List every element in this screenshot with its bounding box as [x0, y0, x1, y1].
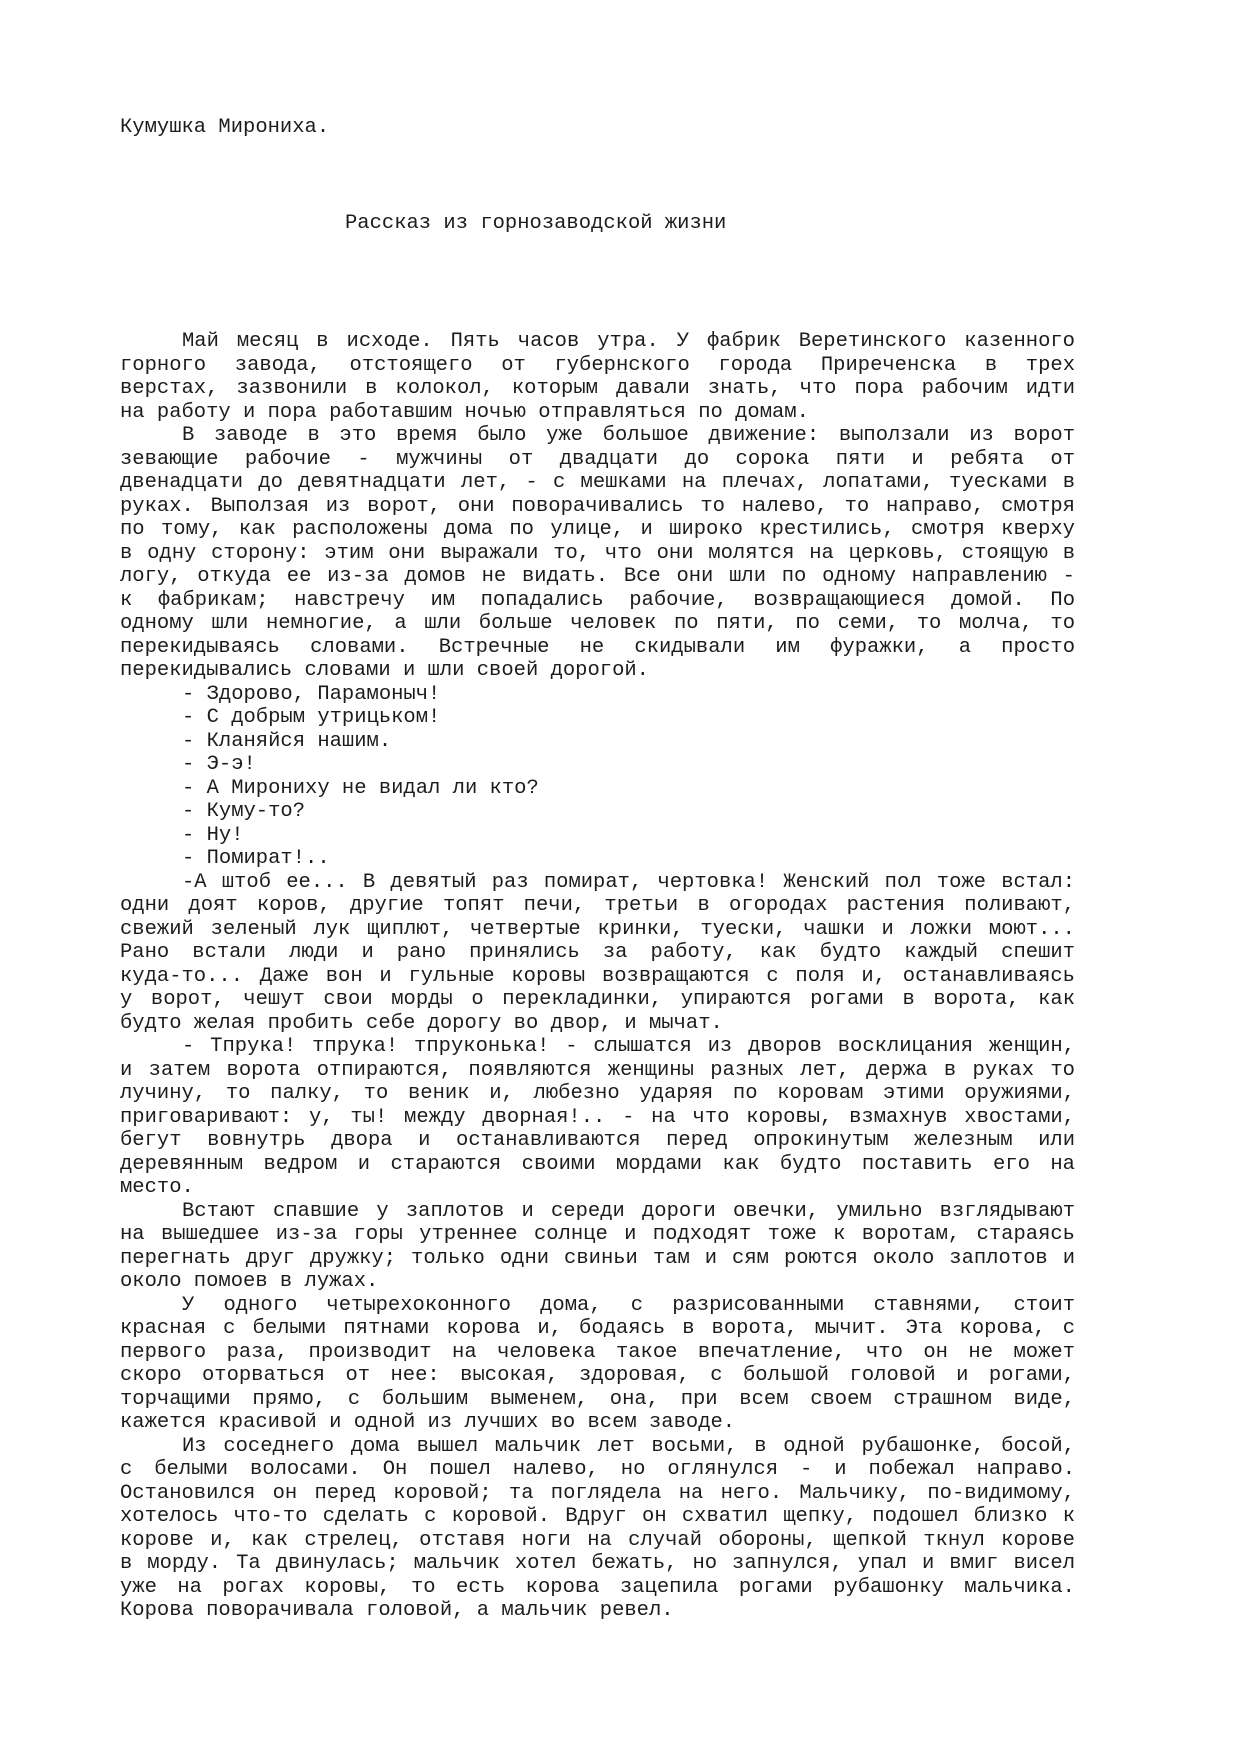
- text-line: Май месяц в исходе. Пять часов утра. У фабрик Веретинского казенного: [182, 330, 1075, 353]
- text-line: на работу и пора работавшим ночью отправляться по домам.: [120, 400, 809, 424]
- text-line: уже на рогах коровы, то есть корова зацепила рогами рубашонку мальчика.: [120, 1575, 1075, 1599]
- text-line: - Э-э!: [182, 753, 256, 776]
- text-line: в морду. Та двинулась; мальчик хотел бежать, но запнулся, упал и вмиг висел: [120, 1552, 1075, 1575]
- text-line: свежий зеленый лук щиплют, четвертые кринки, туески, чашки и ложки моют...: [120, 917, 1075, 941]
- text-line: - Кланяйся нашим.: [182, 729, 392, 753]
- text-line: Рано встали люди и рано принялись за работу, как будто каждый спешит: [120, 941, 1075, 964]
- text-line: к фабрикам; навстречу им попадались рабочие, возвращающиеся домой. По: [120, 588, 1075, 612]
- text-line: будто желая пробить себе дорогу во двор, и мычат.: [120, 1011, 723, 1035]
- text-line: куда-то... Даже вон и гульные коровы возвращаются с поля и, останавливаясь: [120, 964, 1075, 988]
- text-line: по тому, как расположены дома по улице, и широко крестились, смотря кверху: [120, 518, 1075, 541]
- text-line: - С добрым утрицьком!: [182, 706, 441, 729]
- text-line: логу, откуда ее из-за домов не видать. Все они шли по одному направлению -: [120, 565, 1075, 588]
- text-line: одному шли немногие, а шли больше человек по пяти, по семи, то молча, то: [120, 612, 1075, 635]
- text-line: скоро оторваться от нее: высокая, здоровая, с большой головой и рогами,: [120, 1364, 1075, 1387]
- text-line: у ворот, чешут свои морды о перекладинки, упираются рогами в ворота, как: [120, 988, 1075, 1011]
- text-line: Встают спавшие у заплотов и середи дороги овечки, умильно взглядывают: [182, 1199, 1075, 1223]
- text-line: кажется красивой и одной из лучших во всем заводе.: [120, 1411, 736, 1434]
- text-line: зевающие рабочие - мужчины от двадцати до сорока пяти и ребята от: [120, 447, 1075, 471]
- text-line: бегут вовнутрь двора и останавливаются перед опрокинутым железным или: [120, 1129, 1075, 1152]
- text-line: У одного четырехоконного дома, с разрисованными ставнями, стоит: [182, 1293, 1075, 1317]
- text-line: перекидываясь словами. Встречные не скидывали им фуражки, а просто: [120, 635, 1075, 659]
- text-line: горного завода, отстоящего от губернского города Приреченска в трех: [120, 353, 1075, 377]
- text-line: -А штоб ее... В девятый раз помират, чертовка! Женский пол тоже встал:: [182, 870, 1075, 894]
- text-line: Из соседнего дома вышел мальчик лет восьми, в одной рубашонке, босой,: [182, 1434, 1075, 1458]
- text-line: красная с белыми пятнами корова и, бодаясь в ворота, мычит. Эта корова, с: [120, 1317, 1075, 1340]
- story-title: Кумушка Мирониха.: [120, 116, 330, 139]
- text-line: одни доят коров, другие топят печи, третьи в огородах растения поливают,: [120, 894, 1075, 917]
- text-line: руках. Выползая из ворот, они поворачивались то налево, то направо, смотря: [120, 494, 1075, 518]
- text-line: корове и, как стрелец, отставя ноги на случай обороны, щепкой ткнул корове: [120, 1528, 1075, 1552]
- text-line: торчащими прямо, с большим выменем, она, при всем своем страшном виде,: [120, 1387, 1075, 1411]
- text-line: первого раза, производит на человека такое впечатление, что он не может: [120, 1340, 1075, 1364]
- text-line: - Помират!..: [182, 847, 330, 870]
- text-line: перегнать друг дружку; только одни свиньи там и сям роются около заплотов и: [120, 1246, 1075, 1270]
- text-line: - А Мирониху не видал ли кто?: [182, 776, 539, 800]
- text-line: и затем ворота отпираются, появляются женщины разных лет, держа в руках то: [120, 1058, 1075, 1082]
- text-line: приговаривают: у, ты! между дворная!.. - на что коровы, взмахнув хвостами,: [120, 1105, 1075, 1129]
- text-line: в одну сторону: этим они выражали то, что они молятся на церковь, стоящую в: [120, 541, 1075, 565]
- text-line: - Здорово, Парамоныч!: [182, 682, 441, 706]
- text-line: деревянным ведром и стараются своими мордами как будто поставить его на: [120, 1152, 1075, 1176]
- text-line: около помоев в лужах.: [120, 1270, 379, 1293]
- text-line: с белыми волосами. Он пошел налево, но оглянулся - и побежал направо.: [120, 1458, 1075, 1481]
- text-line: двенадцати до девятнадцати лет, - с мешками на плечах, лопатами, туесками в: [120, 471, 1075, 494]
- text-line: на вышедшее из-за горы утреннее солнце и подходят тоже к воротам, стараясь: [120, 1223, 1075, 1246]
- story-body: [120, 330, 1075, 1623]
- text-line: хотелось что-то сделать с коровой. Вдруг он схватил щепку, подошел близко к: [120, 1505, 1075, 1528]
- text-line: место.: [120, 1176, 194, 1199]
- text-line: - Куму-то?: [182, 800, 306, 823]
- text-line: - Ну!: [182, 823, 244, 847]
- text-line: - Тпрука! тпрука! тпруконька! - слышатся из дворов восклицания женщин,: [182, 1035, 1075, 1058]
- text-line: В заводе в это время было уже большое движение: выползали из ворот: [182, 424, 1075, 447]
- text-line: лучину, то палку, то веник и, любезно ударяя по коровам этими оружиями,: [120, 1082, 1075, 1105]
- story-subtitle: Рассказ из горнозаводской жизни: [345, 212, 727, 235]
- text-line: верстах, зазвонили в колокол, которым давали знать, что пора рабочим идти: [120, 377, 1075, 400]
- text-line: Остановился он перед коровой; та поглядела на него. Мальчику, по-видимому,: [120, 1481, 1075, 1505]
- text-line: Корова поворачивала головой, а мальчик ревел.: [120, 1599, 674, 1622]
- text-line: перекидывались словами и шли своей дорогой.: [120, 659, 649, 682]
